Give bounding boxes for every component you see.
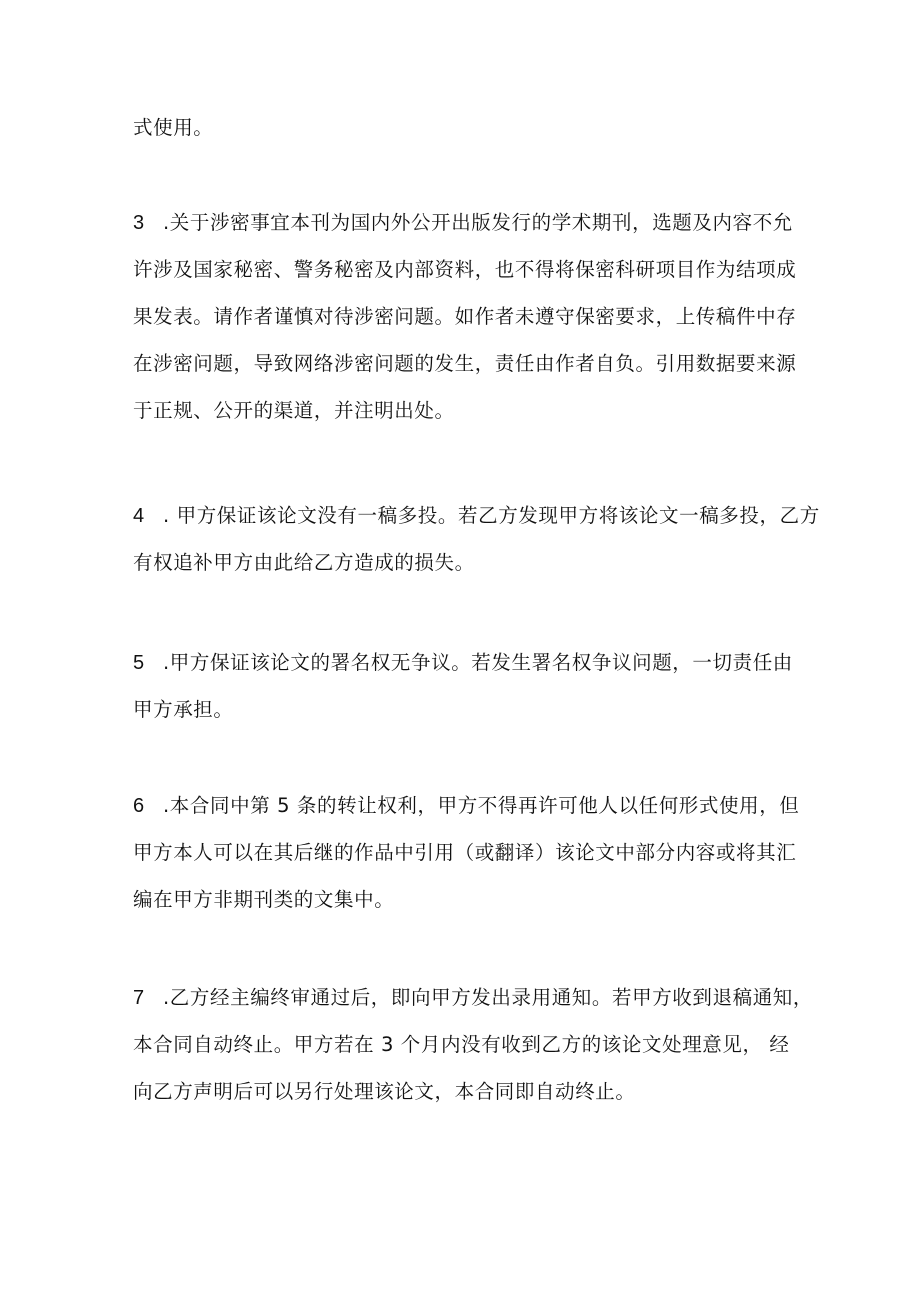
paragraph-line: 果发表。请作者谨慎对待涉密问题。如作者未遵守保密要求，上传稿件中存: [133, 305, 797, 328]
paragraph-line: [133, 782, 803, 829]
clause-3: [133, 199, 803, 434]
paragraph-line: 于正规、公开的渠道，并注明出处。: [133, 399, 455, 422]
paragraph-line: 编在甲方非期刊类的文集中。: [133, 888, 395, 911]
clause-6: [133, 782, 803, 923]
paragraph-line: 在涉密问题，导致网络涉密问题的发生，责任由作者自负。引用数据要来源: [133, 352, 797, 375]
clause-4: [133, 492, 820, 586]
paragraph-line: 甲方本人可以在其后继的作品中引用（或翻译）该论文中部分内容或将其汇: [133, 841, 797, 864]
continuation-paragraph: [133, 104, 803, 151]
clause-5: [133, 639, 803, 733]
clause-7: [133, 974, 813, 1115]
paragraph-line: 式使用。: [133, 116, 214, 139]
line-text: .本合同中第 5 条的转让权利，甲方不得再许可他人以任何形式使用，但: [163, 794, 800, 817]
clause-number: 5: [133, 652, 145, 674]
clause-number: 3: [133, 212, 145, 234]
paragraph-line: [133, 974, 813, 1021]
paragraph-line: 向乙方声明后可以另行处理该论文，本合同即自动终止。: [133, 1080, 636, 1103]
line-text: .关于涉密事宜本刊为国内外公开出版发行的学术期刊，选题及内容不允: [163, 211, 793, 234]
clause-number: 7: [133, 987, 145, 1009]
paragraph-line: 本合同自动终止。甲方若在 3 个月内没有收到乙方的该论文处理意见， 经: [133, 1033, 790, 1056]
paragraph-line: [133, 492, 820, 539]
line-text: .甲方保证该论文的署名权无争议。若发生署名权争议问题，一切责任由: [163, 651, 793, 674]
paragraph-line: [133, 639, 803, 686]
paragraph-line: 许涉及国家秘密、警务秘密及内部资料，也不得将保密科研项目作为结项成: [133, 258, 797, 281]
clause-number: 4: [133, 505, 145, 527]
clause-number: 6: [133, 795, 145, 817]
paragraph-line: [133, 199, 803, 246]
paragraph-line: 有权追补甲方由此给乙方造成的损失。: [133, 551, 475, 574]
paragraph-line: 甲方承担。: [133, 698, 234, 721]
line-text: . 甲方保证该论文没有一稿多投。若乙方发现甲方将该论文一稿多投，乙方: [163, 504, 820, 527]
line-text: .乙方经主编终审通过后，即向甲方发出录用通知。若甲方收到退稿通知，: [163, 986, 813, 1009]
